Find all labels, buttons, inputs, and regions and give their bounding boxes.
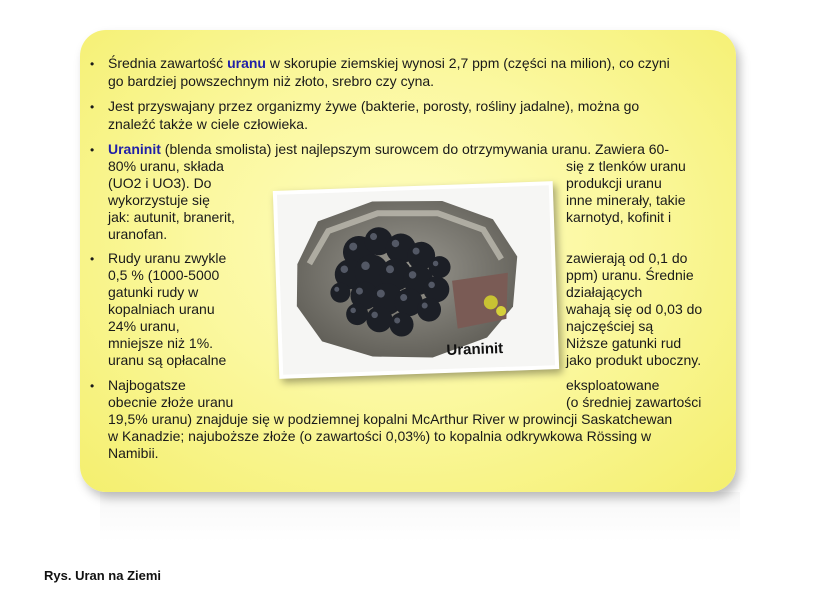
p3-line-1: Uraninit (blenda smolista) jest najlepszym surowcem do otrzymywania uranu. Zawiera 60- <box>108 141 669 157</box>
p2-line-1: Jest przyswajany przez organizmy żywe (bakterie, porosty, rośliny jadalne), można go <box>108 98 640 114</box>
p4-right-5: najczęściej są <box>566 318 654 334</box>
p3-right-3: inne minerały, takie <box>566 192 686 208</box>
p4-left-4: kopalniach uranu <box>108 301 215 317</box>
photo-label: Uraninit <box>446 340 504 359</box>
p5-full-3: Namibii. <box>108 445 159 461</box>
p4-left-6: mniejsze niż 1%. <box>108 335 214 351</box>
photo-background <box>277 185 555 374</box>
p4-right-3: działających <box>566 284 643 300</box>
p3-left-1: 80% uranu, składa <box>108 158 224 174</box>
uraninit-highlight: Uraninit <box>108 141 161 157</box>
p3-right-4: karnotyd, kofinit i <box>566 209 672 225</box>
bullet-1: • <box>90 57 95 71</box>
p3-right-2: produkcji uranu <box>566 175 662 191</box>
p5-left-1: Najbogatsze <box>108 377 186 393</box>
p4-left-1: Rudy uranu zwykle <box>108 250 227 266</box>
bullet-2: • <box>90 100 95 114</box>
p4-right-6: Niższe gatunki rud <box>566 335 682 351</box>
p4-left-5: 24% uranu, <box>108 318 180 334</box>
p5-full-1: 19,5% uranu) znajduje się w podziemnej kopalni McArthur River w prowincji Saskatchewan <box>108 411 673 427</box>
bullet-5: • <box>90 379 95 393</box>
p5-right-1: eksploatowane <box>566 377 660 393</box>
uraninit-mineral-icon <box>277 185 555 374</box>
bullet-4: • <box>90 252 95 266</box>
p4-right-4: wahają się od 0,03 do <box>566 301 703 317</box>
p3-left-4: jak: autunit, branerit, <box>108 209 235 225</box>
p5-full-2: w Kanadzie; najuboższe złoże (o zawartości 0,03%) to kopalnia odkrywkowa Rössing w <box>108 428 652 444</box>
p1-line-2: go bardziej powszechnym niż złoto, srebro czy cyna. <box>108 73 435 89</box>
p5-left-2: obecnie złoże uranu <box>108 394 234 410</box>
p3-left-3: wykorzystuje się <box>108 192 210 208</box>
card-reflection <box>100 492 740 542</box>
p4-right-7: jako produkt uboczny. <box>566 352 702 368</box>
p4-right-2: ppm) uranu. Średnie <box>566 267 694 283</box>
uranium-highlight: uranu <box>227 55 266 71</box>
p3-left-5: uranofan. <box>108 226 168 242</box>
p4-left-3: gatunki rudy w <box>108 284 199 300</box>
p3-right-1: się z tlenków uranu <box>566 158 686 174</box>
p1-line-1: Średnia zawartość uranu w skorupie ziemskiej wynosi 2,7 ppm (części na milion), co czyni <box>108 55 670 71</box>
p5-right-2: (o średniej zawartości <box>566 394 702 410</box>
figure-caption: Rys. Uran na Ziemi <box>44 568 162 583</box>
p2-line-2: znaleźć także w ciele człowieka. <box>108 116 308 132</box>
p4-left-7: uranu są opłacalne <box>108 352 227 368</box>
p3-left-2: (UO2 i UO3). Do <box>108 175 212 191</box>
p4-right-1: zawierają od 0,1 do <box>566 250 688 266</box>
bullet-3: • <box>90 143 95 157</box>
p4-left-2: 0,5 % (1000-5000 <box>108 267 220 283</box>
uraninit-photo <box>273 181 559 379</box>
